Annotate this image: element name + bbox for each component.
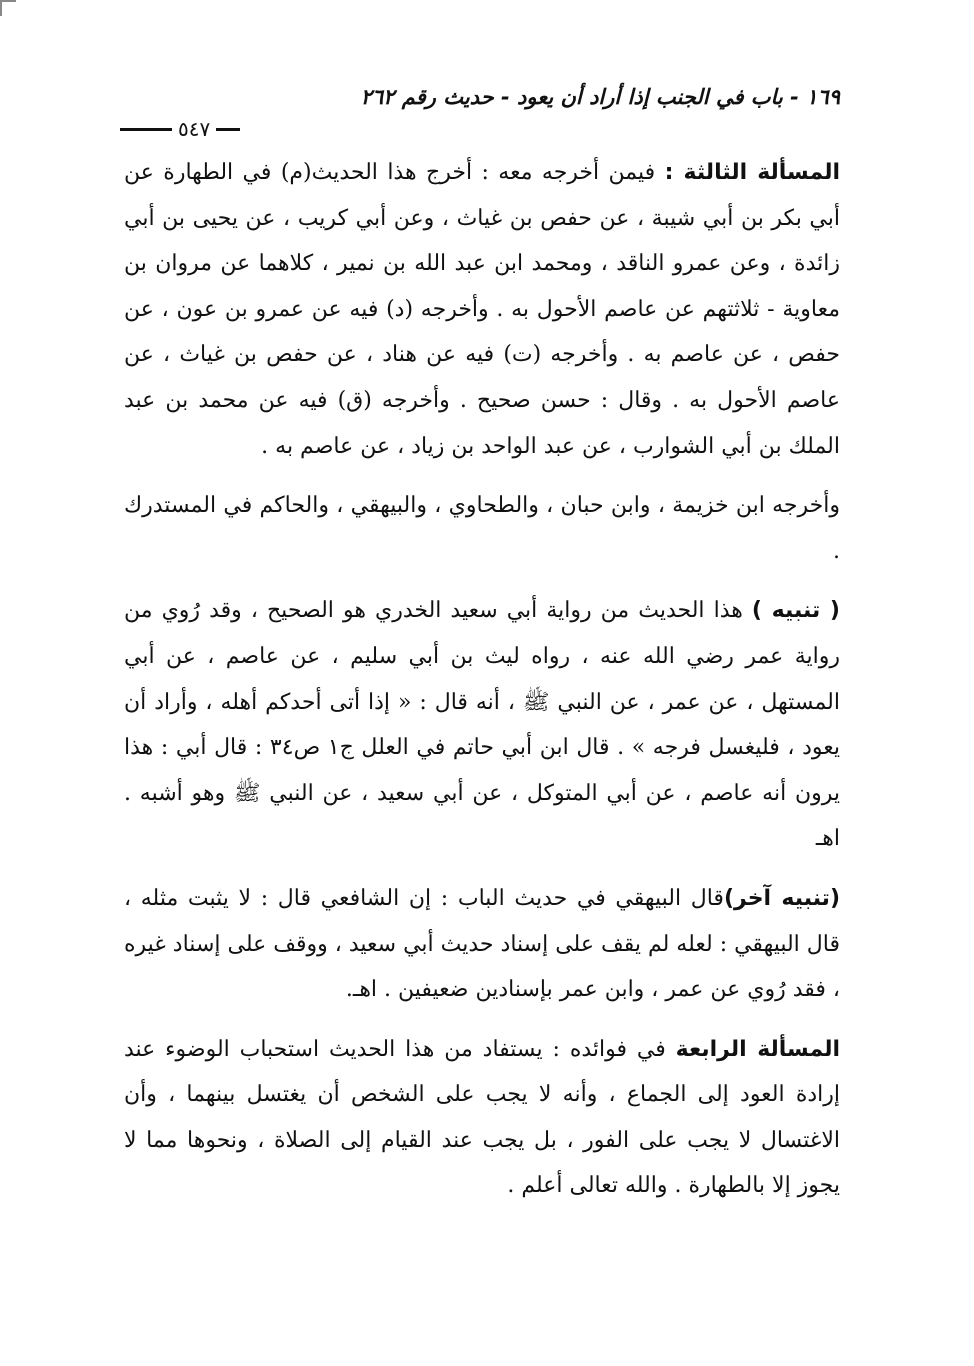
paragraph-text: وأخرجه ابن خزيمة ، وابن حبان ، والطحاوي ، والبيهقي ، والحاكم في المستدرك . bbox=[124, 493, 840, 564]
paragraph-label: ( تنبيه ) bbox=[751, 598, 840, 624]
rule-left bbox=[120, 128, 172, 131]
paragraph-text: قال البيهقي في حديث الباب : إن الشافعي قال : لا يثبت مثله ، قال البيهقي : لعله لم يقف على إسناد حديث أبي سعيد ، ووقف على إسناد غيره ، فقد رُوي عن عمر ، وابن عمر بإسنادين ضعيفين . اهـ. bbox=[124, 885, 840, 1003]
body-text bbox=[124, 150, 840, 1209]
paragraph-note bbox=[124, 588, 840, 862]
paragraph-label: المسألة الثالثة : bbox=[664, 160, 840, 185]
paragraph-another-note bbox=[124, 876, 840, 1013]
paragraph-third-issue bbox=[124, 150, 840, 469]
paragraph-text: هذا الحديث من رواية أبي سعيد الخدري هو الصحيح ، وقد رُوي من رواية عمر رضي الله عنه ، رواه ليث بن أبي سليم ، عن عاصم ، عن أبي المستهل ، عن عمر ، عن النبي ﷺ ، أنه قال : « إذا أتى أحدكم أهله ، وأراد أن يعود ، فليغسل فرجه » . قال ابن أبي حاتم في العلل ج١ ص٣٤ : قال أبي : هذا يرون أنه عاصم ، عن أبي المتوكل ، عن أبي سعيد ، عن النبي ﷺ وهو أشبه . اهـ bbox=[124, 598, 841, 852]
crop-mark bbox=[0, 0, 16, 16]
page-number: ٥٤٧ bbox=[178, 117, 211, 141]
paragraph-other-sources bbox=[124, 483, 840, 574]
running-header bbox=[120, 82, 840, 112]
paragraph-label: (تنبيه آخر) bbox=[723, 885, 840, 911]
header-title: ١٦٩ - باب في الجنب إذا أراد أن يعود - حديث رقم ٢٦٢ bbox=[360, 85, 840, 109]
rule-right bbox=[216, 128, 240, 131]
paragraph-label: المسألة الرابعة bbox=[675, 1036, 840, 1062]
paragraph-text: فيمن أخرجه معه : أخرج هذا الحديث(م) في الطهارة عن أبي بكر بن أبي شيبة ، عن حفص بن غياث ، وعن أبي كريب ، عن يحيى بن أبي زائدة ، وعن عمرو الناقد ، ومحمد ابن عبد الله بن نمير ، كلاهما عن مروان بن معاوية - ثلاثتهم عن عاصم الأحول به . وأخرجه (د) فيه عن عمرو بن عون ، عن حفص ، عن عاصم به . وأخرجه (ت) فيه عن هناد ، عن حفص بن غياث ، عن عاصم الأحول به . وقال : حسن صحيح . وأخرجه (ق) فيه عن محمد بن عبد الملك بن أبي الشوارب ، عن عبد الواحد بن زياد ، عن عاصم به . bbox=[124, 160, 840, 459]
page-number-block bbox=[120, 114, 240, 144]
paragraph-fourth-issue bbox=[124, 1027, 840, 1209]
paragraph-text: في فوائده : يستفاد من هذا الحديث استحباب الوضوء عند إرادة العود إلى الجماع ، وأنه لا يجب على الشخص أن يغتسل بينهما ، وأن الاغتسال لا يجب على الفور ، بل يجب عند القيام إلى الصلاة ، ونحوها مما لا يجوز إلا بالطهارة . والله تعالى أعلم . bbox=[124, 1036, 840, 1199]
